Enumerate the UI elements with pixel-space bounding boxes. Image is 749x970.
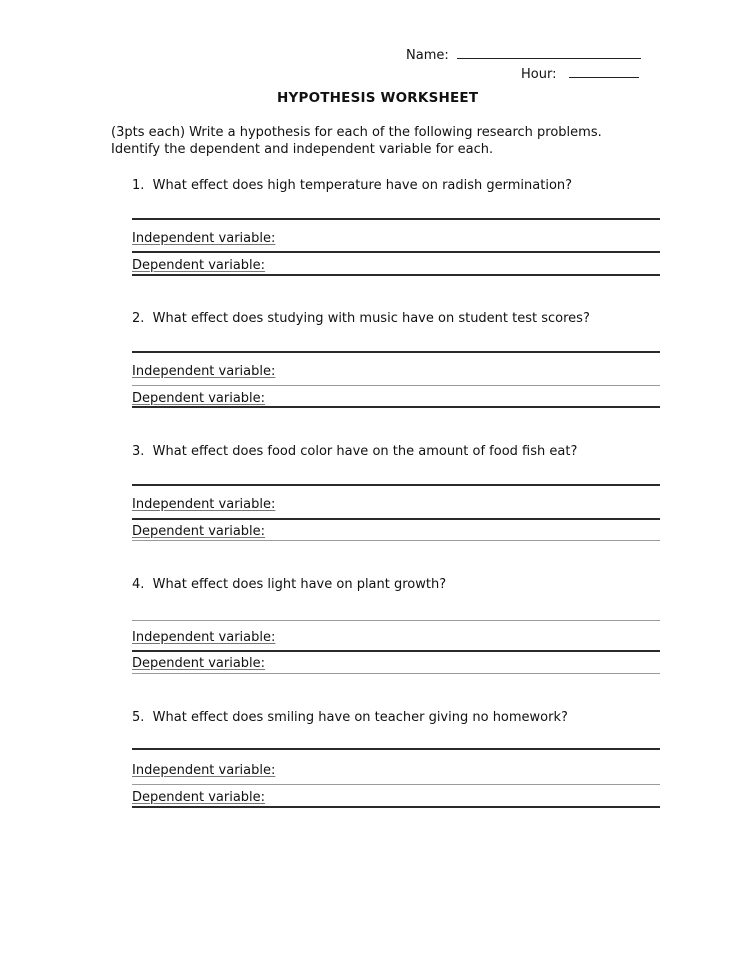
question-text: What effect does studying with music have on student test scores?	[152, 311, 590, 326]
independent-variable-line[interactable]	[132, 385, 660, 386]
hypothesis-line[interactable]	[132, 351, 660, 353]
independent-variable-line[interactable]	[132, 518, 660, 520]
independent-variable-label: Independent variable:	[132, 231, 276, 246]
independent-variable-label: Independent variable:	[132, 497, 276, 512]
independent-variable-line[interactable]	[132, 784, 660, 785]
instructions-line-2: Identify the dependent and independent variable for each.	[111, 142, 494, 157]
question-text: What effect does high temperature have on radish germination?	[152, 178, 573, 193]
dependent-variable-label: Dependent variable:	[132, 524, 266, 539]
name-label: Name:	[406, 48, 449, 63]
hypothesis-line[interactable]	[132, 484, 660, 486]
question-number: 5.	[132, 710, 145, 725]
hypothesis-line[interactable]	[132, 620, 660, 621]
independent-variable-line[interactable]	[132, 251, 660, 253]
question-number: 2.	[132, 311, 145, 326]
question-number: 1.	[132, 178, 145, 193]
question-number: 3.	[132, 444, 145, 459]
question-text: What effect does light have on plant growth?	[152, 577, 447, 592]
dependent-variable-line[interactable]	[132, 806, 660, 808]
dependent-variable-line[interactable]	[132, 673, 660, 674]
dependent-variable-label: Dependent variable:	[132, 391, 266, 406]
independent-variable-line[interactable]	[132, 650, 660, 652]
question-number: 4.	[132, 577, 145, 592]
hour-blank[interactable]	[569, 63, 639, 78]
question-text: What effect does food color have on the amount of food fish eat?	[152, 444, 578, 459]
name-field[interactable]	[406, 44, 641, 63]
hour-field[interactable]	[521, 63, 639, 82]
independent-variable-label: Independent variable:	[132, 763, 276, 778]
hour-label: Hour:	[521, 67, 557, 82]
dependent-variable-label: Dependent variable:	[132, 258, 266, 273]
name-blank[interactable]	[457, 44, 641, 59]
dependent-variable-line[interactable]	[132, 406, 660, 408]
hypothesis-line[interactable]	[132, 748, 660, 750]
worksheet-title: HYPOTHESIS WORKSHEET	[277, 90, 479, 106]
instructions	[111, 124, 602, 158]
dependent-variable-line[interactable]	[132, 274, 660, 276]
dependent-variable-line[interactable]	[132, 540, 660, 541]
dependent-variable-label: Dependent variable:	[132, 790, 266, 805]
hypothesis-line[interactable]	[132, 218, 660, 220]
independent-variable-label: Independent variable:	[132, 364, 276, 379]
question-text: What effect does smiling have on teacher giving no homework?	[152, 710, 568, 725]
independent-variable-label: Independent variable:	[132, 630, 276, 645]
instructions-line-1: (3pts each) Write a hypothesis for each of the following research problems.	[111, 125, 602, 140]
dependent-variable-label: Dependent variable:	[132, 656, 266, 671]
